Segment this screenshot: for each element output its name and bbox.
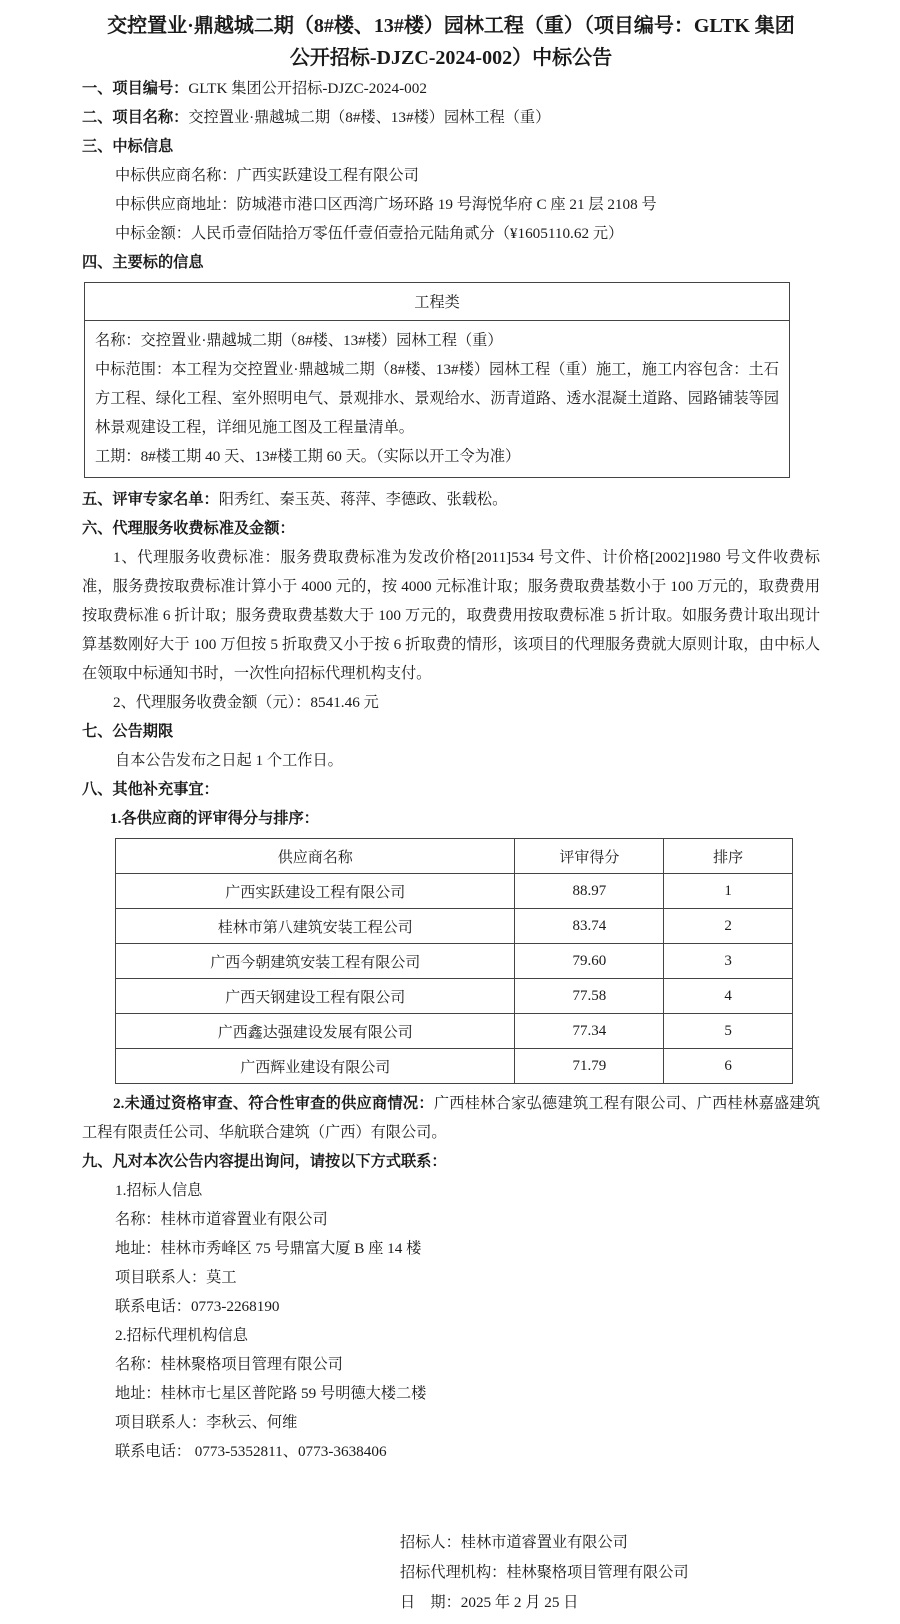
agency-name-line: 名称：桂林聚格项目管理有限公司 bbox=[115, 1356, 343, 1373]
agency-contact-person-line: 项目联系人：李秋云、何维 bbox=[115, 1414, 298, 1431]
table-header-row bbox=[116, 839, 793, 874]
tenderer-contact-person-line: 项目联系人：莫工 bbox=[115, 1269, 237, 1286]
winning-supplier-address-line: 中标供应商地址：防城港市港口区西湾广场环路 19 号海悦华府 C 座 21 层 2108 号 bbox=[115, 196, 657, 213]
agency-address-line: 地址：桂林市七星区普陀路 59 号明德大楼二楼 bbox=[115, 1385, 427, 1402]
table-header-row bbox=[85, 283, 790, 321]
rank-cell: 6 bbox=[664, 1049, 793, 1084]
section-7-heading: 七、公告期限 bbox=[82, 723, 174, 740]
supplier-name-cell: 广西天钢建设工程有限公司 bbox=[116, 979, 515, 1014]
section-1-label: 一、项目编号： bbox=[82, 80, 189, 97]
rank-header-cell: 排序 bbox=[664, 839, 793, 874]
subject-matter-cell bbox=[85, 321, 790, 478]
footer-date-line: 日 期：2025 年 2 月 25 日 bbox=[400, 1594, 579, 1611]
signature-block bbox=[400, 1528, 820, 1618]
table-row bbox=[116, 874, 793, 909]
section-1-project-number bbox=[82, 74, 820, 103]
review-score-cell: 83.74 bbox=[515, 909, 664, 944]
section-2-label: 二、项目名称： bbox=[82, 109, 189, 126]
review-score-cell: 77.34 bbox=[515, 1014, 664, 1049]
construction-duration-line: 工期：8#楼工期 40 天、13#楼工期 60 天。（实际以开工令为准） bbox=[95, 448, 521, 465]
section-3-heading: 三、中标信息 bbox=[82, 138, 174, 155]
rank-cell: 3 bbox=[664, 944, 793, 979]
footer-tenderer-line: 招标人：桂林市道睿置业有限公司 bbox=[400, 1534, 628, 1551]
footer-agency-line: 招标代理机构：桂林聚格项目管理有限公司 bbox=[400, 1564, 689, 1581]
section-1-value: GLTK 集团公开招标-DJZC-2024-002 bbox=[188, 80, 427, 97]
supplier-name-cell: 桂林市第八建筑安装工程公司 bbox=[116, 909, 515, 944]
section-8-heading: 八、其他补充事宜： bbox=[82, 781, 219, 798]
winning-supplier-name-line: 中标供应商名称：广西实跃建设工程有限公司 bbox=[115, 167, 419, 184]
supplier-name-cell: 广西鑫达强建设发展有限公司 bbox=[116, 1014, 515, 1049]
section-4-heading: 四、主要标的信息 bbox=[82, 254, 204, 271]
supplier-name-cell: 广西辉业建设有限公司 bbox=[116, 1049, 515, 1084]
document-title-line-2: 公开招标-DJZC-2024-002）中标公告 bbox=[289, 47, 613, 69]
project-name-line: 名称：交控置业·鼎越城二期（8#楼、13#楼）园林工程（重） bbox=[95, 332, 503, 349]
section-2-value: 交控置业·鼎越城二期（8#楼、13#楼）园林工程（重） bbox=[188, 109, 551, 126]
section-5-expert-list bbox=[82, 485, 820, 514]
rejected-suppliers-value: 广西桂林合家弘德建筑工程有限公司、广西桂林嘉盛建筑工程有限责任公司、华航联合建筑（广西）有限公司。 bbox=[82, 1095, 821, 1141]
tenderer-info-subheading: 1.招标人信息 bbox=[115, 1182, 203, 1199]
winning-amount-line: 中标金额：人民币壹佰陆拾万零伍仟壹佰壹拾元陆角贰分（¥1605110.62 元） bbox=[115, 225, 624, 242]
supplier-name-cell: 广西今朝建筑安装工程有限公司 bbox=[116, 944, 515, 979]
review-score-cell: 77.58 bbox=[515, 979, 664, 1014]
agency-phone-line: 联系电话： 0773-5352811、0773-3638406 bbox=[115, 1443, 387, 1460]
supplier-name-cell: 广西实跃建设工程有限公司 bbox=[116, 874, 515, 909]
rank-cell: 5 bbox=[664, 1014, 793, 1049]
agency-fee-standard-paragraph: 1、代理服务收费标准：服务费取费标准为发改价格[2011]534 号文件、计价格[2002]1980 号文件收费标准，服务费按取费标准计算小于 4000 元的，按 4000 元标准计取；服务费取费基数小于 100 万元的，取费费用按取费标准 6 折计取；服务费取费基数大于 100 万元的，取费费用按取费标准 5 折计取。如服务费计取出现计算基数刚好大于 100 万但按 5 折取费又小于按 6 折取费的情形，该项目的代理服务费就大原则计取，由中标人在领取中标通知书时，一次性向招标代理机构支付。 bbox=[82, 549, 820, 682]
table-row bbox=[116, 909, 793, 944]
section-5-label: 五、评审专家名单： bbox=[82, 491, 219, 508]
table-row bbox=[116, 1014, 793, 1049]
section-9-heading: 九、凡对本次公告内容提出询问，请按以下方式联系： bbox=[82, 1153, 447, 1170]
rejected-suppliers-paragraph bbox=[82, 1089, 820, 1147]
announcement-period-line: 自本公告发布之日起 1 个工作日。 bbox=[115, 752, 343, 769]
rejected-suppliers-label: 2.未通过资格审查、符合性审查的供应商情况： bbox=[113, 1095, 434, 1112]
score-ranking-table bbox=[115, 838, 793, 1084]
agency-fee-amount-line: 2、代理服务收费金额（元）：8541.46 元 bbox=[113, 694, 379, 711]
rank-cell: 4 bbox=[664, 979, 793, 1014]
document-title bbox=[82, 10, 820, 74]
document-title-line-1: 交控置业·鼎越城二期（8#楼、13#楼）园林工程（重）（项目编号：GLTK 集团 bbox=[107, 15, 795, 37]
subject-matter-table bbox=[84, 282, 790, 478]
table-row bbox=[116, 979, 793, 1014]
rank-cell: 2 bbox=[664, 909, 793, 944]
agency-info-subheading: 2.招标代理机构信息 bbox=[115, 1327, 248, 1344]
review-score-cell: 71.79 bbox=[515, 1049, 664, 1084]
tenderer-name-line: 名称：桂林市道睿置业有限公司 bbox=[115, 1211, 328, 1228]
section-6-heading: 六、代理服务收费标准及金额： bbox=[82, 520, 295, 537]
project-category-header-cell: 工程类 bbox=[85, 283, 790, 321]
review-score-cell: 88.97 bbox=[515, 874, 664, 909]
table-row bbox=[116, 1049, 793, 1084]
review-score-header-cell: 评审得分 bbox=[515, 839, 664, 874]
table-row bbox=[116, 944, 793, 979]
supplier-name-header-cell: 供应商名称 bbox=[116, 839, 515, 874]
tenderer-address-line: 地址：桂林市秀峰区 75 号鼎富大厦 B 座 14 楼 bbox=[115, 1240, 422, 1257]
review-score-cell: 79.60 bbox=[515, 944, 664, 979]
score-ranking-subheading: 1.各供应商的评审得分与排序： bbox=[110, 810, 319, 827]
section-5-value: 阳秀红、秦玉英、蒋萍、李德政、张载松。 bbox=[218, 491, 508, 508]
table-row bbox=[85, 321, 790, 478]
rank-cell: 1 bbox=[664, 874, 793, 909]
tenderer-phone-line: 联系电话：0773-2268190 bbox=[115, 1298, 280, 1315]
bid-scope-paragraph: 中标范围：本工程为交控置业·鼎越城二期（8#楼、13#楼）园林工程（重）施工，施工内容包含：土石方工程、绿化工程、室外照明电气、景观排水、景观给水、沥青道路、透水混凝土道路、园路铺装等园林景观建设工程，详细见施工图及工程量清单。 bbox=[95, 361, 779, 436]
section-2-project-name bbox=[82, 103, 820, 132]
